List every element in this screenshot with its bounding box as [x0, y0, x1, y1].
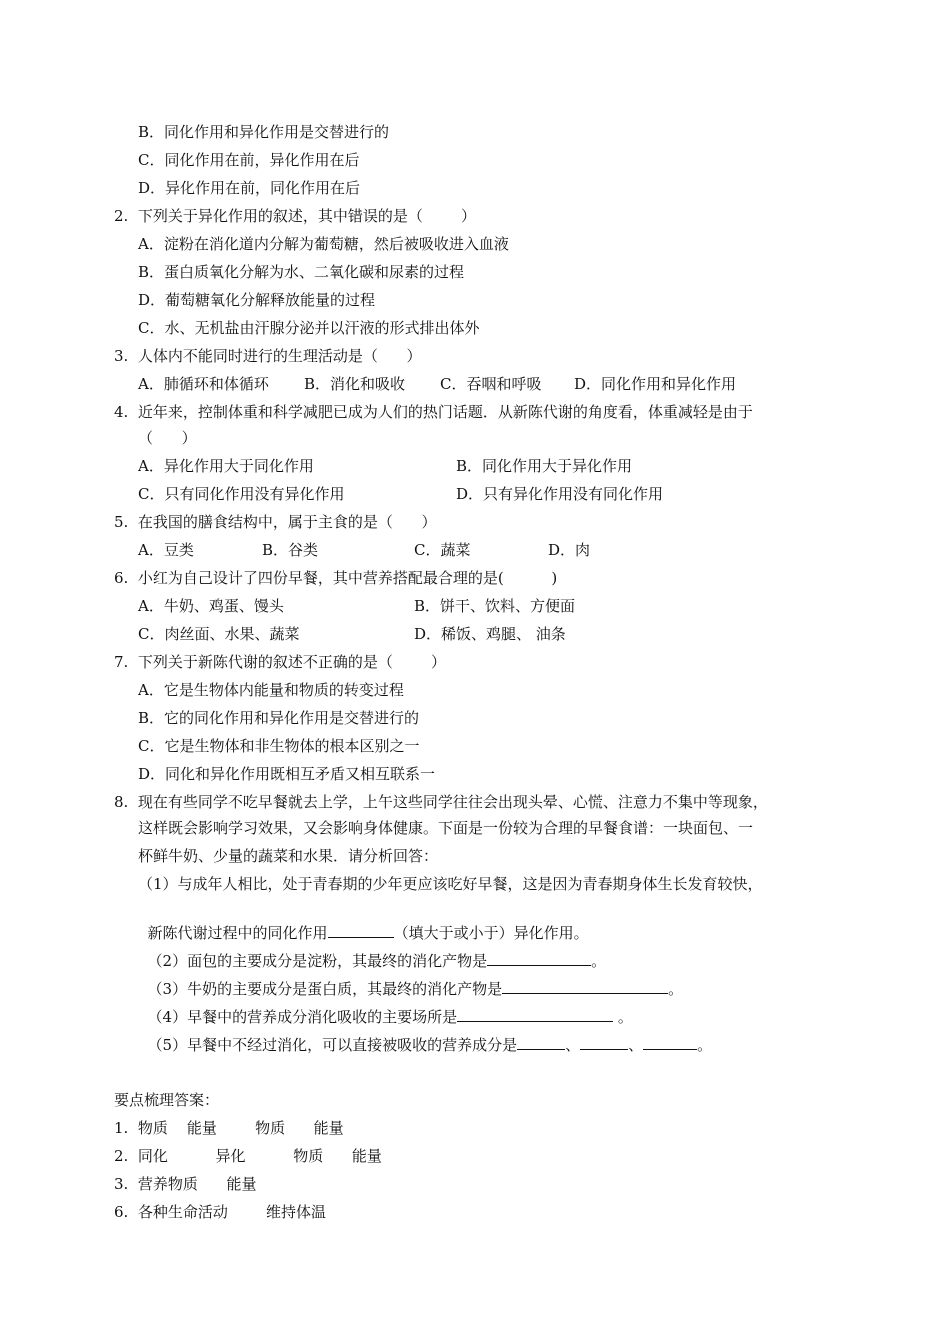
answer-1: 1. 物质 能量 物质 能量 — [114, 1119, 344, 1137]
q7-option-c: C．它是生物体和非生物体的根本区别之一 — [138, 737, 420, 755]
separator: 、 — [565, 1036, 581, 1054]
q2-option-a: A．淀粉在消化道内分解为葡萄糖，然后被吸收进入血液 — [138, 235, 509, 253]
answer-3: 3. 营养物质 能量 — [114, 1175, 257, 1193]
separator: 、 — [628, 1036, 644, 1054]
q8-sub5 — [138, 1014, 712, 1055]
q3-stem: 3. 人体内不能同时进行的生理活动是（ ） — [114, 347, 422, 365]
q2-stem: 2. 下列关于异化作用的叙述，其中错误的是（ ） — [114, 207, 476, 225]
q6-option-c: C．肉丝面、水果、蔬菜 — [138, 625, 300, 643]
q3-option-b: B．消化和吸收 — [304, 375, 406, 393]
q4-option-b: B．同化作用大于异化作用 — [456, 457, 633, 475]
q1-option-b: B．同化作用和异化作用是交替进行的 — [138, 123, 390, 141]
q4-option-d: D．只有异化作用没有同化作用 — [456, 485, 664, 503]
answer-2: 2. 同化 异化 物质 能量 — [114, 1147, 382, 1165]
q3-option-d: D．同化作用和异化作用 — [574, 375, 737, 393]
q6-stem: 6. 小红为自己设计了四份早餐，其中营养搭配最合理的是( ) — [114, 569, 558, 587]
answers-title: 要点梳理答案： — [114, 1091, 220, 1109]
q1-option-d: D．异化作用在前，同化作用在后 — [138, 179, 361, 197]
q8-sub2-text: （2）面包的主要成分是淀粉，其最终的消化产物是 — [147, 952, 488, 970]
q7-option-d: D．同化和异化作用既相互矛盾又相互联系一 — [138, 765, 436, 783]
q7-option-b: B．它的同化作用和异化作用是交替进行的 — [138, 709, 420, 727]
q8-stem-line2: 这样既会影响学习效果，又会影响身体健康。下面是一份较为合理的早餐食谱：一块面包、一 — [138, 819, 754, 837]
q5-option-b: B．谷类 — [262, 541, 319, 559]
q8-sub1-text: 新陈代谢过程中的同化作用 — [147, 924, 328, 942]
q5-option-c: C．蔬菜 — [414, 541, 471, 559]
q3-option-c: C．吞咽和呼吸 — [440, 375, 542, 393]
q2-option-b: B．蛋白质氧化分解为水、二氧化碳和尿素的过程 — [138, 263, 465, 281]
q4-stem: 4. 近年来，控制体重和科学减肥已成为人们的热门话题．从新陈代谢的角度看，体重减轻是由于 — [114, 403, 753, 421]
q8-sub4-tail: 。 — [613, 1008, 633, 1026]
q1-option-c: C．同化作用在前，异化作用在后 — [138, 151, 360, 169]
q2-option-c: C．水、无机盐由汗腺分泌并以汗液的形式排出体外 — [138, 319, 480, 337]
q8-stem-line3: 杯鲜牛奶、少量的蔬菜和水果．请分析回答： — [138, 847, 439, 865]
q7-option-a: A．它是生物体内能量和物质的转变过程 — [138, 681, 404, 699]
q8-sub5-tail: 。 — [697, 1036, 713, 1054]
q5-option-a: A．豆类 — [138, 541, 194, 559]
answer-blank[interactable] — [517, 1034, 565, 1050]
q5-option-d: D．肉 — [548, 541, 591, 559]
q6-option-b: B．饼干、饮料、方便面 — [414, 597, 576, 615]
q8-sub5-text: （5）早餐中不经过消化，可以直接被吸收的营养成分是 — [147, 1036, 518, 1054]
answer-6: 6. 各种生命活动 维持体温 — [114, 1203, 326, 1221]
q4-option-a: A．异化作用大于同化作用 — [138, 457, 314, 475]
answer-blank[interactable] — [643, 1034, 697, 1050]
q8-sub3-text: （3）牛奶的主要成分是蛋白质，其最终的消化产物是 — [147, 980, 503, 998]
q8-sub4-text: （4）早餐中的营养成分消化吸收的主要场所是 — [147, 1008, 458, 1026]
q6-option-d: D．稀饭、鸡腿、 油条 — [414, 625, 566, 643]
answer-blank[interactable] — [580, 1034, 628, 1050]
q8-stem-line1: 8. 现在有些同学不吃早餐就去上学，上午这些同学往往会出现头晕、心慌、注意力不集中等现象， — [114, 793, 768, 811]
q8-sub3-tail: 。 — [668, 980, 684, 998]
q4-stem-paren: （ ） — [138, 429, 197, 447]
q6-option-a: A．牛奶、鸡蛋、馒头 — [138, 597, 284, 615]
q8-sub1-tail: （填大于或小于）异化作用。 — [393, 924, 589, 942]
q4-option-c: C．只有同化作用没有异化作用 — [138, 485, 345, 503]
q8-sub2-tail: 。 — [591, 952, 607, 970]
q2-option-d: D．葡萄糖氧化分解释放能量的过程 — [138, 291, 376, 309]
q3-option-a: A．肺循环和体循环 — [138, 375, 269, 393]
q7-stem: 7. 下列关于新陈代谢的叙述不正确的是（ ） — [114, 653, 446, 671]
q5-stem: 5. 在我国的膳食结构中，属于主食的是（ ） — [114, 513, 437, 531]
q8-sub1-line1: （1）与成年人相比，处于青春期的少年更应该吃好早餐，这是因为青春期身体生长发育较快， — [138, 875, 763, 893]
